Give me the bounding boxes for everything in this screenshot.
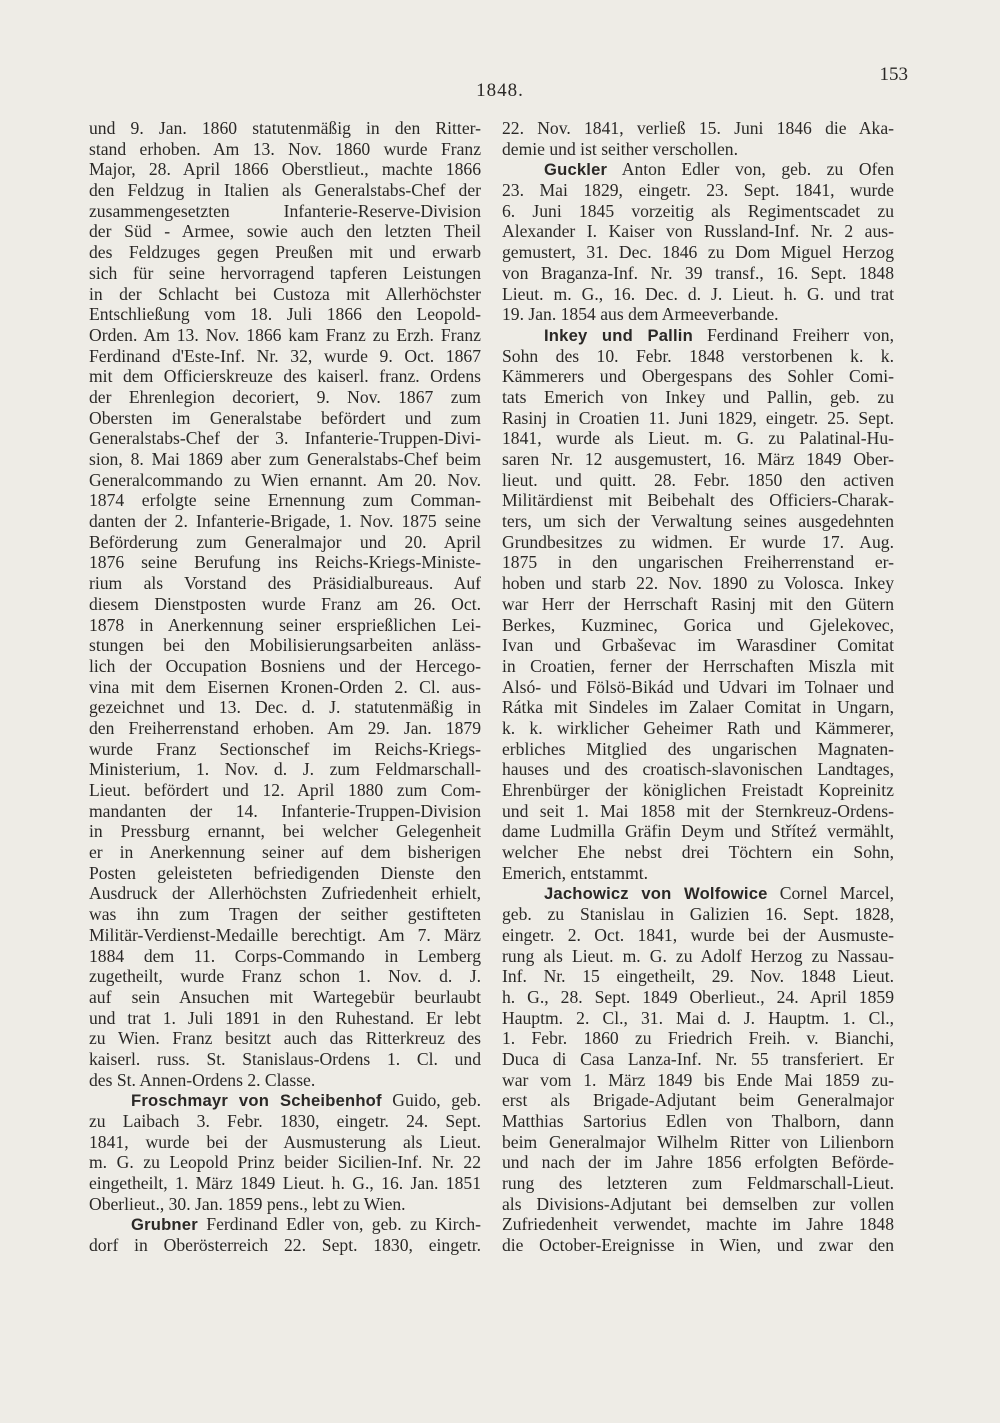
line-text: lieut. und quitt. 28. Febr. 1850 den activen (502, 469, 894, 490)
line-text: erst als Brigade-Adjutant beim Generalmajor (502, 1090, 894, 1111)
text-line (502, 925, 894, 946)
left-column (89, 118, 481, 1256)
line-text: h. G., 28. Sept. 1849 Oberlieut., 24. April 1859 (502, 986, 894, 1007)
text-line (502, 1173, 894, 1194)
line-text: Generalcommando zu Wien ernannt. Am 20. Nov. (89, 469, 481, 490)
text-line (502, 697, 894, 718)
text-line (89, 656, 481, 677)
text-line (89, 428, 481, 449)
text-line (89, 1194, 481, 1215)
line-text: 6. Juni 1845 vorzeitig als Regimentscadet zu (502, 200, 894, 221)
text-line (89, 801, 481, 822)
line-text: Zufriedenheit verwendet, machte im Jahre 1848 (502, 1214, 894, 1235)
line-text: war Herr der Herrschaft Rasinj mit den Gütern (502, 593, 894, 614)
text-line (89, 1111, 481, 1132)
page-number: 153 (879, 64, 908, 85)
text-line (89, 1070, 481, 1091)
line-text: der Süd - Armee, sowie auch den letzten Theil (89, 221, 481, 242)
line-text: und nach der im Jahre 1856 erfolgten Beförde- (502, 1152, 894, 1173)
line-text: k. k. wirklicher Geheimer Rath und Kämmerer, (502, 717, 894, 738)
entry-headword: Guckler (544, 160, 608, 180)
line-text: des Feldzuges gegen Preußen mit und erwarb (89, 242, 481, 263)
line-text: lich der Occupation Bosniens und der Hercego- (89, 655, 481, 676)
text-line (89, 1235, 481, 1256)
text-line (89, 346, 481, 367)
text-line (502, 242, 894, 263)
text-line (89, 863, 481, 884)
text-line (502, 573, 894, 594)
text-line (89, 883, 481, 904)
text-line (502, 346, 894, 367)
text-line (502, 883, 894, 904)
text-line (502, 1194, 894, 1215)
line-text: gemustert, 31. Dec. 1846 zu Dom Miguel Herzog (502, 242, 894, 263)
line-text: erbliches Mitglied des ungarischen Magnaten- (502, 738, 894, 759)
line-text: in der Schlacht bei Custoza mit Allerhöchster (89, 283, 481, 304)
line-text: der Ehrenlegion decoriert, 9. Nov. 1867 zum (89, 386, 481, 407)
text-line (502, 1235, 894, 1256)
text-line (89, 780, 481, 801)
text-line (502, 1049, 894, 1070)
line-text: 1878 in Anerkennung seiner ersprießlichen Lei- (89, 614, 481, 635)
line-text: in Croatien, ferner der Herrschaften Miszla mit (502, 655, 894, 676)
text-line (89, 718, 481, 739)
text-line (502, 677, 894, 698)
text-line (502, 325, 894, 346)
text-line (89, 387, 481, 408)
line-text: Inf. Nr. 15 eingetheilt, 29. Nov. 1848 Lieut. (502, 966, 894, 987)
text-line (89, 697, 481, 718)
line-text: Entschließung vom 18. Juli 1866 den Leopold- (89, 304, 481, 325)
text-line (502, 1132, 894, 1153)
line-text: und seit 1. Mai 1858 mit der Sternkreuz-Ordens- (502, 800, 894, 821)
text-line (89, 987, 481, 1008)
line-text: 1841, wurde als Lieut. m. G. zu Palatinal-Hu- (502, 428, 894, 449)
entry-headword: Froschmayr von Scheibenhof (131, 1091, 382, 1111)
line-text: geb. zu Stanislau in Galizien 16. Sept. 1828, (502, 904, 894, 925)
text-line (502, 842, 894, 863)
text-line (502, 180, 894, 201)
line-text: kaiserl. russ. St. Stanislaus-Ordens 1. Cl. und (89, 1048, 481, 1069)
line-text: Ehrenbürger der königlichen Freistadt Kopreinitz (502, 780, 894, 800)
text-line (89, 573, 481, 594)
text-line (502, 1111, 894, 1132)
text-line (89, 1152, 481, 1173)
text-line (502, 366, 894, 387)
line-text: Grundbesitzes zu widmen. Er wurde 17. Aug. (502, 531, 894, 552)
text-line (502, 946, 894, 967)
line-text: zu Wien. Franz besitzt auch das Ritterkreuz des (89, 1028, 481, 1049)
line-text: rung als Lieut. m. G. zu Adolf Herzog zu Nassau- (502, 945, 894, 966)
line-text: Hauptm. 2. Cl., 31. Mai d. J. Hauptm. 1. Cl., (502, 1007, 894, 1028)
line-text: 1841, wurde bei der Ausmusterung als Lieut. (89, 1131, 481, 1152)
line-text: rung des letzteren zum Feldmarschall-Lieut. (502, 1173, 894, 1194)
line-text: rium als Vorstand des Präsidialbureaus. Auf (89, 573, 481, 594)
text-line (502, 759, 894, 780)
line-text: zugetheilt, wurde Franz schon 1. Nov. d. J. (89, 966, 481, 987)
line-text: 1. Febr. 1860 zu Friedrich Freih. v. Bianchi, (502, 1028, 894, 1049)
text-line (89, 139, 481, 160)
text-line (89, 159, 481, 180)
text-line (89, 635, 481, 656)
line-text: Ministerium, 1. Nov. d. J. zum Feldmarschall- (89, 759, 481, 780)
line-text: 1875 in den ungarischen Freiherrenstand er- (502, 552, 894, 573)
line-text: Ivan und Grbaševac im Warasdiner Comitat (502, 635, 894, 656)
text-line (502, 904, 894, 925)
text-line (502, 263, 894, 284)
text-line (502, 118, 894, 139)
text-line (502, 780, 894, 801)
text-line (89, 304, 481, 325)
line-text: Orden. Am 13. Nov. 1866 kam Franz zu Erzh. Franz (89, 324, 481, 345)
text-line (502, 532, 894, 553)
line-text: und trat 1. Juli 1891 in den Ruhestand. Er lebt (89, 1007, 481, 1028)
line-text: den Freiherrenstand erhoben. Am 29. Jan. 1879 (89, 717, 481, 738)
text-line (89, 1028, 481, 1049)
line-text: Posten geleisteten befriedigenden Dienste den (89, 862, 481, 883)
line-text: in Pressburg ernannt, bei welcher Gelegenheit (89, 821, 481, 842)
text-line (89, 925, 481, 946)
text-line (89, 615, 481, 636)
text-line (502, 449, 894, 470)
text-line (89, 180, 481, 201)
text-line (89, 1214, 481, 1235)
text-line (502, 1090, 894, 1111)
line-text: Lieut. befördert und 12. April 1880 zum Com- (89, 780, 481, 800)
line-text: Duca di Casa Lanza-Inf. Nr. 55 transferiert. Er (502, 1048, 894, 1069)
text-line (502, 1008, 894, 1029)
line-text: vina mit dem Eisernen Kronen-Orden 2. Cl. aus- (89, 676, 481, 697)
line-text: demie und ist seither verschollen. (502, 138, 738, 159)
line-text: beim Generalmajor Wilhelm Ritter von Lilienborn (502, 1131, 894, 1152)
text-line (89, 284, 481, 305)
line-text: zu Laibach 3. Febr. 1830, eingetr. 24. Sept. (89, 1111, 481, 1131)
text-line (502, 594, 894, 615)
line-text: m. G. zu Leopold Prinz beider Sicilien-Inf. Nr. 22 (89, 1152, 481, 1173)
line-text: dorf in Oberösterreich 22. Sept. 1830, eingetr. (89, 1235, 481, 1256)
text-line (89, 821, 481, 842)
right-column (502, 118, 894, 1256)
line-text: Alexander I. Kaiser von Russland-Inf. Nr. 2 aus- (502, 221, 894, 242)
text-line (89, 470, 481, 491)
line-text: danten der 2. Infanterie-Brigade, 1. Nov. 1875 seine (89, 511, 481, 532)
line-text: Ausdruck der Allerhöchsten Zufriedenheit erhielt, (89, 883, 481, 904)
line-text: des St. Annen-Ordens 2. Classe. (89, 1069, 316, 1090)
line-text: Matthias Sartorius Edlen von Thalborn, dann (502, 1111, 894, 1131)
text-line (89, 490, 481, 511)
text-line (89, 1090, 481, 1111)
line-text: Ferdinand Freiherr von, (692, 324, 894, 345)
line-text: saren Nr. 12 ausgemustert, 16. März 1849 Ober- (502, 449, 894, 469)
line-text: 1876 seine Berufung ins Reichs-Kriegs-Ministe- (89, 552, 481, 573)
text-line (89, 221, 481, 242)
text-line (502, 408, 894, 429)
text-line (502, 490, 894, 511)
text-line (89, 1049, 481, 1070)
text-line (502, 987, 894, 1008)
text-line (502, 615, 894, 636)
line-text: Kämmerers und Obergespans des Sohler Comi- (502, 366, 894, 387)
line-text: Obersten im Generalstabe befördert und zum (89, 407, 481, 428)
line-text: diesem Dienstposten wurde Franz am 26. Oct. (89, 593, 481, 614)
line-text: Berkes, Kuzminec, Gorica und Gjelekovec, (502, 614, 894, 635)
text-line (502, 139, 894, 160)
text-line (502, 1028, 894, 1049)
line-text: 1874 erfolgte seine Ernennung zum Comman- (89, 490, 481, 511)
line-text: Ferdinand d'Este-Inf. Nr. 32, wurde 9. Oct. 1867 (89, 345, 481, 366)
line-text: zusammengesetzten Infanterie-Reserve-Division (89, 200, 481, 221)
line-text: sion, 8. Mai 1869 aber zum Generalstabs-Chef beim (89, 449, 481, 469)
line-text: dame Ludmilla Gräfin Deym und Stříteź vermählt, (502, 821, 894, 842)
text-line (89, 263, 481, 284)
line-text: 19. Jan. 1854 aus dem Armeeverbande. (502, 304, 779, 325)
text-line (502, 1214, 894, 1235)
text-line (89, 594, 481, 615)
line-text: Major, 28. April 1866 Oberstlieut., machte 1866 (89, 159, 481, 180)
entry-headword: Grubner (131, 1215, 198, 1235)
line-text: Militärdienst mit Beibehalt des Officiers-Charak- (502, 490, 894, 511)
text-line (89, 408, 481, 429)
text-line (89, 946, 481, 967)
line-text: Oberlieut., 30. Jan. 1859 pens., lebt zu Wien. (89, 1193, 406, 1214)
line-text: Lieut. m. G., 16. Dec. d. J. Lieut. h. G. und trat (502, 283, 894, 304)
line-text: den Feldzug in Italien als Generalstabs-Chef der (89, 180, 481, 201)
line-text: war vom 1. März 1849 bis Ende Mai 1859 zu- (502, 1069, 894, 1090)
text-line (502, 159, 894, 180)
text-line (502, 635, 894, 656)
line-text: gezeichnet und 13. Dec. d. J. statutenmäßig in (89, 697, 481, 718)
text-line (89, 759, 481, 780)
entry-headword: Jachowicz von Wolfowice (544, 884, 768, 904)
line-text: tats Emerich von Inkey und Pallin, geb. zu (502, 386, 894, 407)
text-line (89, 552, 481, 573)
line-text: eingetr. 2. Oct. 1841, wurde bei der Ausmuste- (502, 924, 894, 945)
line-text: Militär-Verdienst-Medaille berechtigt. Am 7. März (89, 924, 481, 945)
text-line (502, 1070, 894, 1091)
line-text: eingetheilt, 1. März 1849 Lieut. h. G., 16. Jan. 1851 (89, 1173, 481, 1194)
line-text: er in Anerkennung seiner auf dem bisherigen (89, 842, 481, 863)
text-line (89, 1173, 481, 1194)
line-text: wurde Franz Sectionschef im Reichs-Kriegs- (89, 738, 481, 759)
line-text: stand erhoben. Am 13. Nov. 1860 wurde Franz (89, 138, 481, 159)
line-text: von Braganza-Inf. Nr. 39 transf., 16. Sept. 1848 (502, 262, 894, 283)
text-line (502, 966, 894, 987)
text-line (502, 739, 894, 760)
text-line (502, 428, 894, 449)
line-text: Emerich, entstammt. (502, 862, 649, 883)
line-text: 22. Nov. 1841, verließ 15. Juni 1846 die Aka- (502, 118, 894, 138)
line-text: welcher Ehe nebst drei Töchtern ein Sohn, (502, 842, 894, 863)
text-line (89, 966, 481, 987)
text-line (89, 511, 481, 532)
line-text: hoben und starb 22. Nov. 1890 zu Volosca. Inkey (502, 573, 894, 594)
line-text: hauses und des croatisch-slavonischen Landtages, (502, 759, 894, 780)
line-text: Ferdinand Edler von, geb. zu Kirch- (197, 1214, 481, 1235)
text-line (502, 718, 894, 739)
line-text: ters, um sich der Verwaltung seines ausgedehnten (502, 511, 894, 532)
line-text: Anton Edler von, geb. zu Ofen (607, 159, 894, 180)
line-text: sich für seine hervorragend tapferen Leistungen (89, 262, 481, 283)
text-line (89, 842, 481, 863)
line-text: Alsó- und Fölsö-Bikád und Udvari im Tolnaer und (502, 676, 894, 697)
line-text: als Divisions-Adjutant bei demselben zur vollen (502, 1193, 894, 1214)
line-text: 23. Mai 1829, eingetr. 23. Sept. 1841, wurde (502, 180, 894, 201)
line-text: mandanten der 14. Infanterie-Truppen-Division (89, 800, 481, 821)
text-line (502, 201, 894, 222)
line-text: Cornel Marcel, (767, 883, 894, 904)
text-line (502, 284, 894, 305)
line-text: Guido, geb. (381, 1090, 481, 1111)
line-text: Rasinj in Croatien 11. Juni 1829, eingetr. 25. Sept. (502, 407, 894, 428)
text-line (89, 532, 481, 553)
text-line (502, 821, 894, 842)
running-head: 1848. (476, 80, 524, 101)
text-line (502, 552, 894, 573)
line-text: auf sein Ansuchen mit Wartegebür beurlaubt (89, 986, 481, 1007)
text-line (502, 656, 894, 677)
text-line (502, 511, 894, 532)
text-line (89, 242, 481, 263)
text-line (89, 1008, 481, 1029)
line-text: Beförderung zum Generalmajor und 20. April (89, 531, 481, 552)
text-line (89, 739, 481, 760)
text-line (89, 366, 481, 387)
line-text: und 9. Jan. 1860 statutenmäßig in den Ritter- (89, 118, 481, 138)
text-line (502, 387, 894, 408)
text-line (502, 863, 894, 884)
text-line (89, 677, 481, 698)
line-text: Generalstabs-Chef der 3. Infanterie-Truppen-Divi- (89, 428, 481, 449)
text-line (502, 304, 894, 325)
text-line (89, 118, 481, 139)
text-line (89, 449, 481, 470)
line-text: Sohn des 10. Febr. 1848 verstorbenen k. k. (502, 345, 894, 366)
text-line (89, 201, 481, 222)
line-text: stungen bei den Mobilisierungsarbeiten anläss- (89, 635, 481, 656)
line-text: die October-Ereignisse in Wien, und zwar den (502, 1235, 894, 1256)
text-line (502, 470, 894, 491)
text-line (89, 904, 481, 925)
line-text: 1884 dem 11. Corps-Commando in Lemberg (89, 945, 481, 966)
line-text: Rátka mit Sindeles im Zalaer Comitat in Ungarn, (502, 697, 894, 718)
text-line (89, 325, 481, 346)
text-line (89, 1132, 481, 1153)
entry-headword: Inkey und Pallin (544, 325, 693, 345)
text-line (502, 221, 894, 242)
line-text: was ihn zum Tragen der seither gestifteten (89, 904, 481, 925)
line-text: mit dem Officierskreuze des kaiserl. franz. Ordens (89, 366, 481, 387)
text-line (502, 1152, 894, 1173)
text-line (502, 801, 894, 822)
